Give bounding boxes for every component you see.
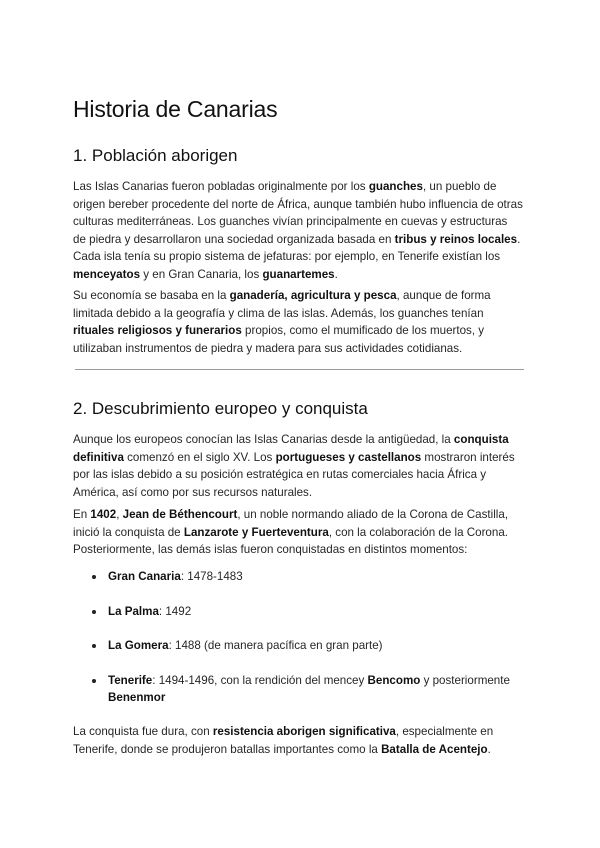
bold-text: ganadería, agricultura y pesca (229, 289, 397, 302)
bold-text: Batalla de Acentejo (381, 742, 488, 756)
bold-text: Tenerife (108, 673, 153, 687)
text-run: La conquista fue dura, con (73, 725, 213, 738)
paragraph-economia (73, 287, 523, 357)
text-run: , un noble normando aliado de la Corona de Castilla, inició la conquista de (73, 508, 509, 539)
bold-text: menceyatos (73, 267, 141, 281)
bold-text: Gran Canaria (108, 570, 181, 583)
bold-text: La Palma (108, 604, 159, 618)
list-item (73, 603, 523, 621)
text-run: y posteriormente (420, 673, 510, 687)
text-run: , especialmente en Tenerife, donde se produjeron batallas importantes como la (73, 725, 494, 756)
bold-text: rituales religiosos y funerarios (73, 324, 242, 337)
paragraph-guanches (73, 178, 523, 283)
bold-text: tribus y reinos locales (394, 232, 518, 246)
bold-text: conquista definitiva (73, 433, 509, 464)
section-divider (75, 369, 524, 370)
text-run: , con la colaboración de la Corona. Posteriormente, las demás islas fueron conquistadas en distintos momentos: (73, 525, 508, 556)
section-heading-conquista: 2. Descubrimiento europeo y conquista (73, 399, 368, 418)
conquest-list (73, 568, 523, 707)
bold-text: resistencia aborigen significativa (212, 725, 396, 738)
text-run: Su economía se basaba en la (73, 289, 230, 302)
bold-text: La Gomera (108, 639, 169, 652)
text-run: mostraron interés por las islas debido a su posición estratégica en rutas comerciales hacia África y América, así como por sus recursos naturales. (73, 450, 515, 499)
text-run: : 1494-1496, con la rendición del mencey (152, 673, 368, 687)
section-heading-poblacion: 1. Población aborigen (73, 146, 238, 165)
text-run: . (487, 742, 491, 756)
paragraph-bethencourt (73, 506, 523, 559)
text-run: , un pueblo de origen bereber procedente del norte de África, aunque también hubo influencia de otras culturas mediterráneas. Los guanches vivían principalmente en cuevas y estructuras de piedra y desarrollaron una sociedad organizada basada en (73, 180, 523, 246)
text-run: : 1488 (de manera pacífica en gran parte) (168, 639, 383, 652)
text-run: comenzó en el siglo XV. Los (123, 450, 276, 464)
text-run: Las Islas Canarias fueron pobladas originalmente por los (73, 180, 369, 193)
text-run: y en Gran Canaria, los (140, 267, 263, 281)
list-item (73, 672, 523, 707)
text-run: : 1478-1483 (180, 570, 243, 583)
text-run: , (116, 508, 123, 521)
bold-text: Bencomo (367, 673, 421, 687)
list-item (73, 637, 523, 655)
text-run: : 1492 (158, 604, 192, 618)
text-run: En (73, 508, 91, 521)
bold-text: 1402 (90, 508, 117, 521)
bold-text: Benenmor (108, 691, 166, 704)
paragraph-descubrimiento (73, 431, 523, 501)
text-run: propios, como el mumificado de los muertos, y utilizaban instrumentos de piedra y madera para sus actividades cotidianas. (73, 324, 485, 355)
bold-text: guanartemes (262, 267, 335, 281)
text-run: Aunque los europeos conocían las Islas Canarias desde la antigüedad, la (73, 433, 454, 446)
text-run: . Cada isla tenía su propio sistema de jefaturas: por ejemplo, en Tenerife existían los (73, 232, 521, 263)
list-item (73, 568, 523, 586)
bold-text: Jean de Béthencourt (122, 508, 238, 521)
bold-text: Lanzarote y Fuerteventura (183, 525, 329, 539)
paragraph-resistencia (73, 723, 523, 758)
bold-text: guanches (368, 180, 423, 193)
document-title: Historia de Canarias (73, 96, 278, 122)
text-run: . (334, 267, 338, 281)
text-run: , aunque de forma limitada debido a la geografía y clima de las islas. Además, los guanches tenían (73, 289, 491, 320)
bold-text: portugueses y castellanos (275, 450, 422, 464)
